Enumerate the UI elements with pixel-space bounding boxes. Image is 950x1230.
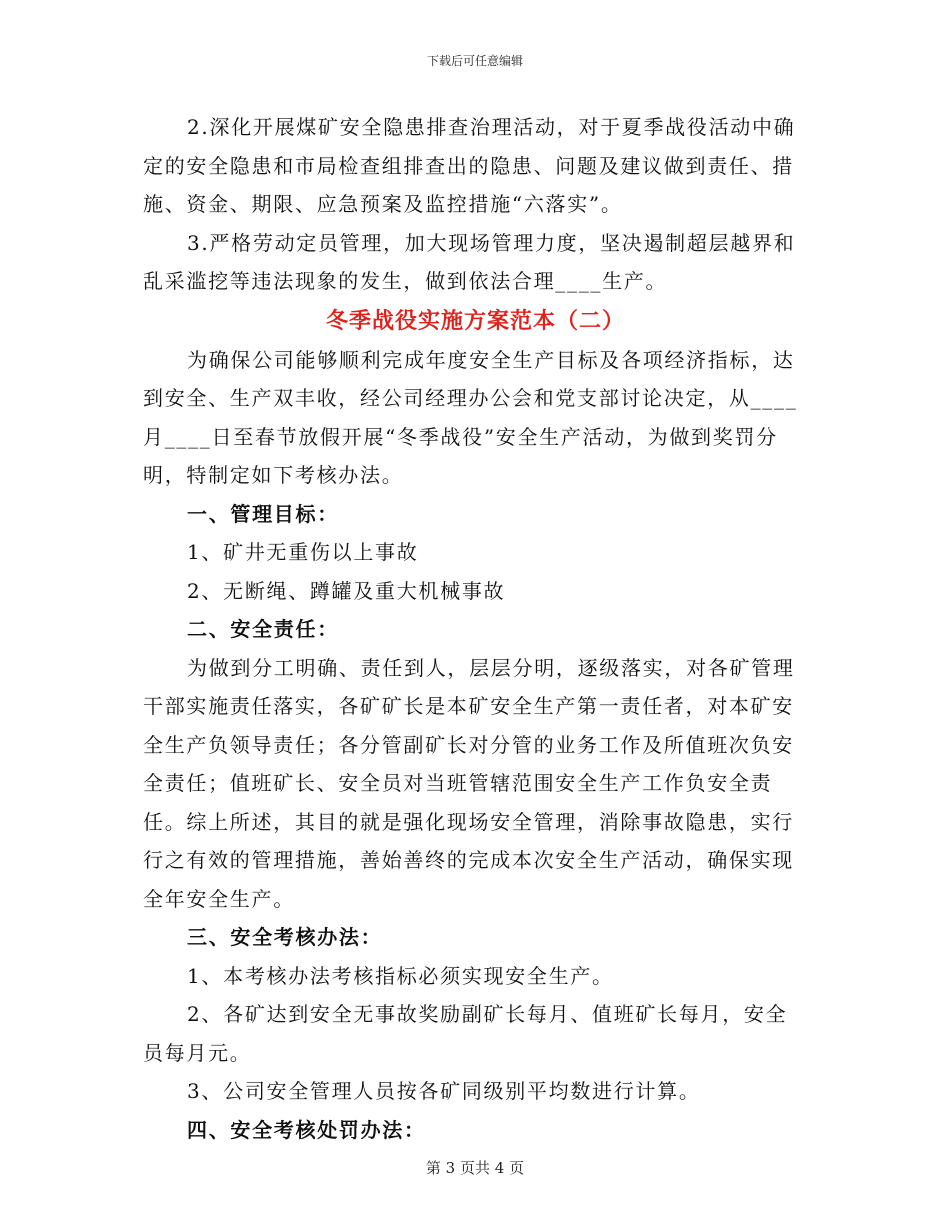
preamble-paragraph: 为确保公司能够顺利完成年度安全生产目标及各项经济指标，达到安全、生产双丰收，经公司经理办公会和党支部讨论决定，从____月____日至春节放假开展“冬季战役”安全生产活动，为做到奖罚分明，特制定如下考核办法。 bbox=[143, 347, 798, 487]
document-body bbox=[143, 108, 808, 1149]
page-footer: 第 3 页共 4 页 bbox=[425, 1159, 525, 1177]
section-1-item: 2、无断绳、蹲罐及重大机械事故 bbox=[187, 578, 506, 603]
section-2-paragraph: 为做到分工明确、责任到人，层层分明，逐级落实，对各矿管理干部实施责任落实，各矿矿长是本矿安全生产第一责任者，对本矿安全生产负领导责任；各分管副矿长对分管的业务工作及所值班次负安全责任；值班矿长、安全员对当班管辖范围安全生产工作负安全责任。综上所述，其目的就是强化现场安全管理，消除事故隐患，实行行之有效的管理措施，善始善终的完成本次安全生产活动，确保实现全年安全生产。 bbox=[143, 655, 795, 911]
section-3-item: 2、各矿达到安全无事故奖励副矿长每月、值班矿长每月，安全员每月元。 bbox=[143, 1002, 788, 1065]
section-1-heading: 一、管理目标： bbox=[187, 501, 339, 526]
section-1-item: 1、矿井无重伤以上事故 bbox=[187, 540, 419, 564]
section-4-heading: 四、安全考核处罚办法： bbox=[187, 1117, 426, 1142]
page-header: 下载后可任意编辑 bbox=[426, 54, 523, 68]
section-3-item: 1、本考核办法考核指标必须实现安全生产。 bbox=[187, 963, 614, 988]
intro-item-2: 2.深化开展煤矿安全隐患排查治理活动，对于夏季战役活动中确定的安全隐患和市局检查组排查出的隐患、问题及建议做到责任、措施、资金、期限、应急预案及监控措施“六落实”。 bbox=[143, 115, 796, 216]
document-title: 冬季战役实施方案范本（二） bbox=[325, 307, 625, 334]
section-3-item: 3、公司安全管理人员按各矿同级别平均数进行计算。 bbox=[187, 1079, 701, 1103]
section-3-heading: 三、安全考核办法： bbox=[187, 925, 383, 949]
section-2-heading: 二、安全责任： bbox=[187, 617, 339, 641]
intro-item-3: 3.严格劳动定员管理，加大现场管理力度，坚决遏制超层越界和乱采滥挖等违法现象的发生，做到依法合理____生产。 bbox=[143, 230, 796, 293]
